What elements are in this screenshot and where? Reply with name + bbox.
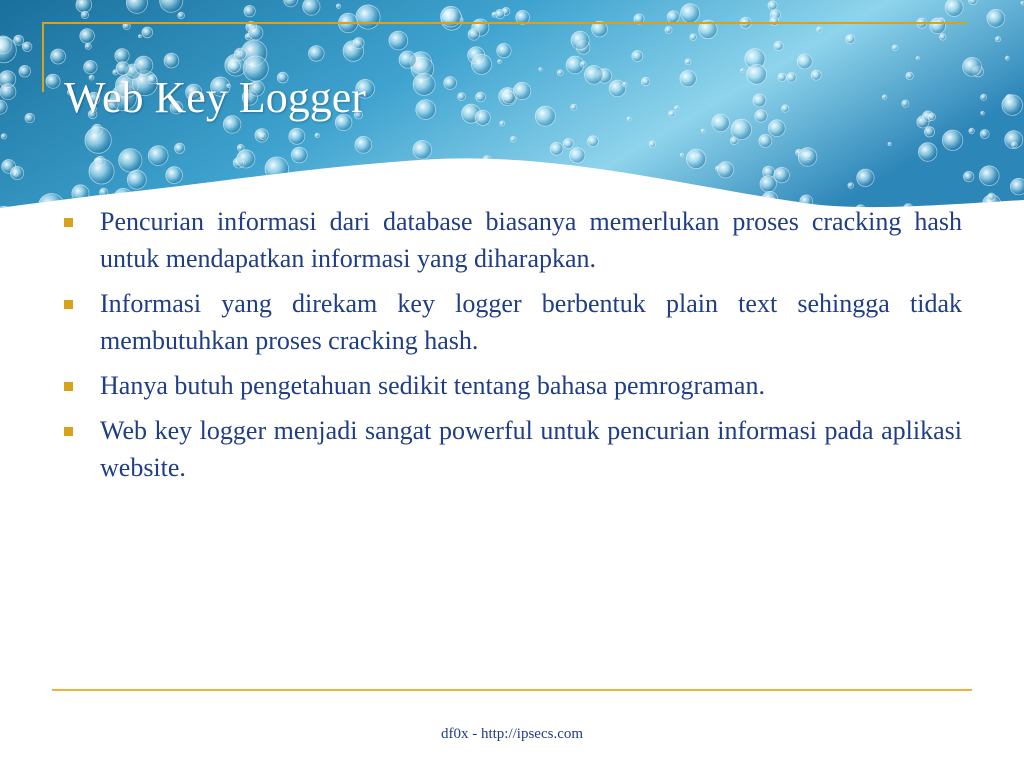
bubble <box>444 77 457 90</box>
bubble <box>399 51 416 68</box>
square-bullet-icon <box>64 382 73 391</box>
bubble <box>148 146 168 166</box>
footer-rule <box>52 689 972 691</box>
bubble <box>685 59 691 65</box>
bubble <box>535 106 555 126</box>
bubble <box>988 193 995 200</box>
bubble <box>686 149 705 168</box>
bubble <box>458 93 466 101</box>
bubble <box>138 35 141 38</box>
slide-title: Web Key Logger <box>64 73 366 122</box>
bubble <box>753 94 766 107</box>
bubble <box>755 110 767 122</box>
bubble <box>260 133 266 139</box>
bubble <box>918 143 937 162</box>
bubble <box>550 142 563 155</box>
bubble <box>774 167 789 182</box>
bubble <box>1010 178 1024 195</box>
bubble <box>403 182 408 187</box>
bubble <box>51 49 66 64</box>
bubble <box>940 34 946 40</box>
bubble <box>718 162 734 178</box>
bubble <box>690 34 697 41</box>
bubble <box>25 113 35 123</box>
bubble <box>641 77 649 85</box>
bubble <box>731 119 751 139</box>
bubble <box>964 171 974 181</box>
bubble <box>265 157 289 181</box>
bubble <box>680 70 696 86</box>
bubble <box>76 0 92 13</box>
bubble <box>787 73 796 82</box>
gold-rule-top <box>42 22 967 24</box>
bubble <box>511 136 517 142</box>
bubble <box>649 141 655 147</box>
bubble <box>127 170 146 189</box>
bubble <box>475 110 490 125</box>
bubble <box>580 61 586 67</box>
bubble <box>892 45 898 51</box>
bubble <box>585 66 604 85</box>
bubble <box>917 116 929 128</box>
bubble <box>19 65 31 77</box>
bubble <box>0 84 16 100</box>
bubble <box>396 182 416 202</box>
bubble <box>249 26 263 40</box>
bubble <box>497 43 511 57</box>
bubble <box>681 4 700 23</box>
bubble <box>89 159 114 184</box>
bubble <box>389 31 408 50</box>
bubble <box>667 11 679 23</box>
bubble <box>0 206 13 224</box>
bubble <box>237 150 255 168</box>
bubble <box>413 141 432 160</box>
bubble <box>981 111 985 115</box>
bubble <box>906 72 913 79</box>
bubble <box>627 117 631 121</box>
bubble <box>588 136 599 147</box>
bubble <box>680 153 683 156</box>
bubble <box>500 121 505 126</box>
bubble <box>916 57 919 60</box>
bubble <box>85 127 111 153</box>
bubble <box>512 170 523 181</box>
square-bullet-icon <box>64 300 73 309</box>
bubble <box>963 57 982 76</box>
bubble <box>768 120 785 137</box>
bullet-item <box>62 203 962 277</box>
bubble <box>557 70 563 76</box>
bubble <box>471 54 491 74</box>
square-bullet-icon <box>64 427 73 436</box>
bubble <box>315 133 320 138</box>
bubble <box>759 134 772 147</box>
bubble <box>14 35 24 45</box>
bubble <box>811 70 821 80</box>
bubble <box>571 104 577 110</box>
bubble <box>969 0 978 5</box>
bubble <box>669 111 675 117</box>
bubble <box>928 113 935 120</box>
bubble <box>857 169 874 186</box>
bubble <box>468 29 480 41</box>
bubble <box>336 4 340 8</box>
bubble <box>142 27 153 38</box>
bubble <box>665 26 672 33</box>
bubble <box>846 35 855 44</box>
bubble <box>673 188 680 195</box>
bubble <box>46 74 60 88</box>
bubble <box>768 1 777 10</box>
bubble <box>848 183 854 189</box>
bubble <box>701 129 705 133</box>
bubble <box>447 186 463 202</box>
bubble <box>741 69 745 73</box>
bubble <box>413 73 435 95</box>
bubble <box>1002 95 1023 116</box>
bubble <box>178 12 185 19</box>
bubble <box>712 114 730 132</box>
bullet-text: Web key logger menjadi sangat powerful untuk pencurian informasi pada aplikasi website. <box>100 416 962 482</box>
bullet-text: Hanya butuh pengetahuan sedikit tentang bahasa pemrograman. <box>100 371 765 400</box>
bubble <box>930 18 946 34</box>
bubble <box>513 82 530 99</box>
bubble <box>38 194 64 220</box>
bubble <box>80 29 95 44</box>
bubble <box>969 128 975 134</box>
bubble <box>774 41 783 50</box>
bubble <box>166 167 183 184</box>
bubble <box>924 127 934 137</box>
bubble <box>309 46 325 62</box>
bubble <box>1 134 6 139</box>
bubble <box>81 11 88 18</box>
bubble <box>483 156 491 164</box>
bullet-item <box>62 285 962 359</box>
bubble <box>797 54 812 69</box>
gold-rule-left <box>42 22 44 92</box>
bubble <box>987 9 1005 27</box>
bubble <box>476 92 486 102</box>
bullet-list <box>62 203 962 494</box>
bullet-item <box>62 367 962 404</box>
bubble <box>778 73 786 81</box>
bubble <box>309 169 336 196</box>
bubble <box>14 172 18 176</box>
bubble <box>356 5 380 29</box>
bubble <box>353 38 364 49</box>
bubble <box>539 68 542 71</box>
bubble <box>498 60 502 64</box>
bubble <box>623 82 628 87</box>
bullet-text: Informasi yang direkam key logger berbentuk plain text sehingga tidak membutuhkan proses cracking hash. <box>100 289 962 355</box>
bubble <box>942 130 962 150</box>
bubble <box>407 175 420 188</box>
bubble <box>782 105 789 112</box>
bubble <box>22 42 32 52</box>
bubble <box>1005 56 1009 60</box>
bubble <box>980 130 989 139</box>
bubble <box>570 148 585 163</box>
bubble <box>571 31 589 49</box>
bubble <box>244 6 255 17</box>
bubble <box>100 188 108 196</box>
bubble <box>469 188 474 193</box>
bubble <box>460 185 474 199</box>
bullet-item <box>62 412 962 486</box>
bubble <box>164 53 179 68</box>
bubble <box>882 95 887 100</box>
bubble <box>85 43 91 49</box>
bubble <box>115 49 129 63</box>
bubble <box>945 0 963 16</box>
bubble <box>175 143 185 153</box>
bubble <box>817 27 822 32</box>
bubble <box>888 142 891 145</box>
bubble <box>1011 142 1017 148</box>
bubble <box>234 48 246 60</box>
bubble <box>355 136 372 153</box>
bubble <box>902 100 909 107</box>
bubble <box>303 0 320 15</box>
bubble <box>563 139 573 149</box>
bubble <box>291 147 307 163</box>
square-bullet-icon <box>64 218 73 227</box>
footer-text: df0x - http://ipsecs.com <box>440 726 584 742</box>
bubble <box>632 51 643 62</box>
bubble <box>289 128 305 144</box>
bubble <box>119 149 142 172</box>
bubble <box>492 12 497 17</box>
bullet-text: Pencurian informasi dari database biasanya memerlukan proses cracking hash untuk mendapatkan informasi yang diharapkan. <box>100 207 962 273</box>
bubble <box>979 166 999 186</box>
bubble <box>72 185 89 202</box>
bubble <box>981 94 987 100</box>
bubble <box>747 64 767 84</box>
bubble <box>798 148 817 167</box>
bubble <box>760 176 776 192</box>
bubble <box>675 106 680 111</box>
bubble <box>416 100 436 120</box>
bubble <box>995 37 1000 42</box>
